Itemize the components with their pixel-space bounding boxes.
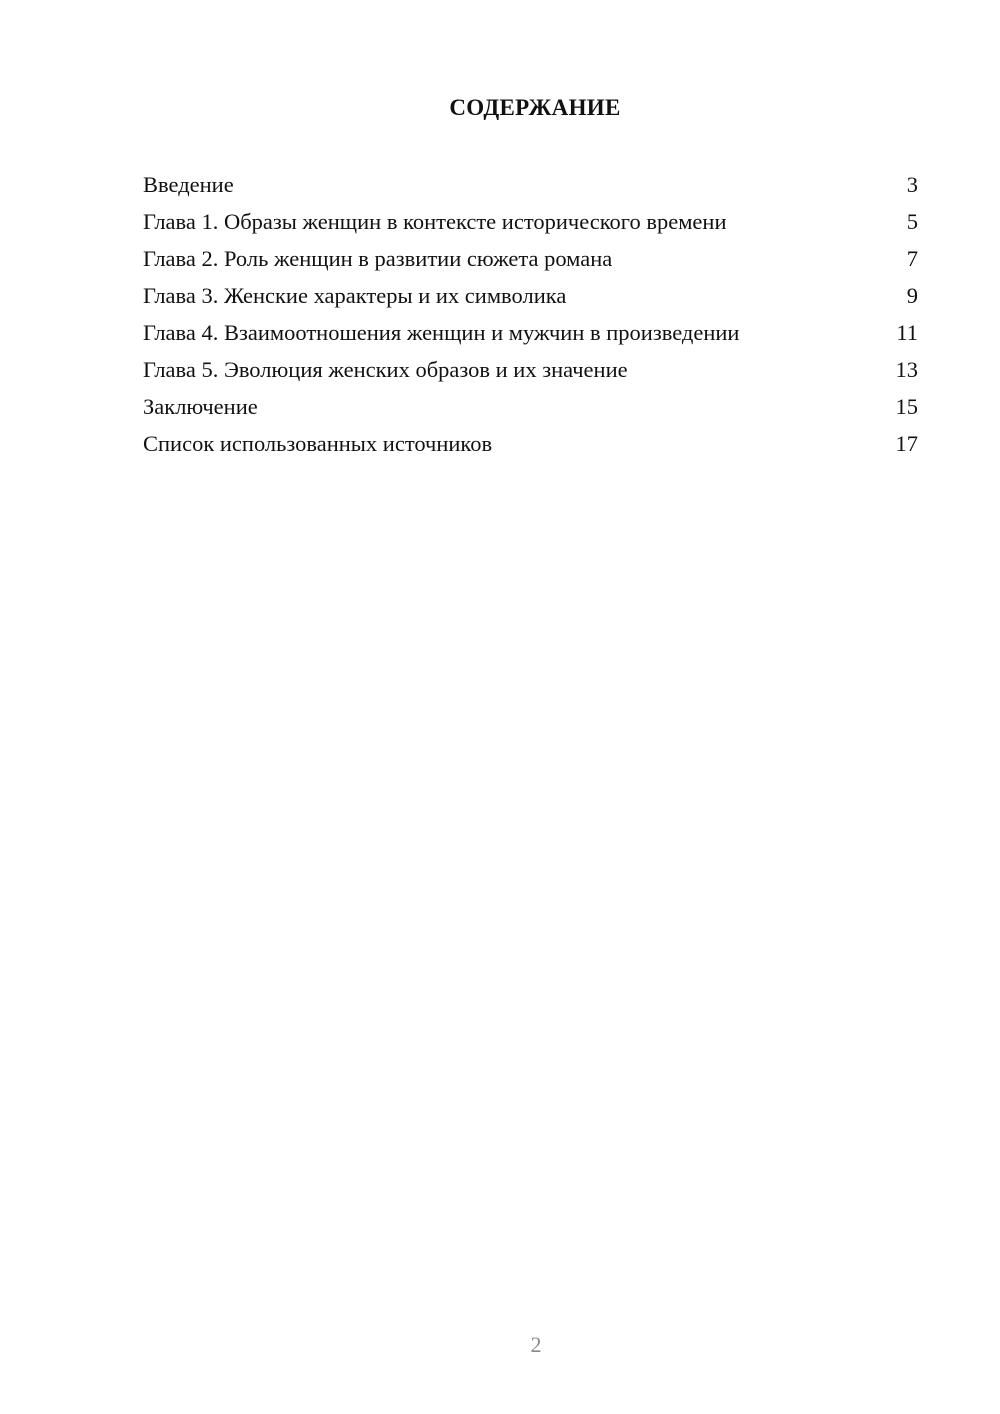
page-title: СОДЕРЖАНИЕ: [449, 95, 621, 120]
toc-entry-page-number: 13: [895, 357, 918, 382]
toc-entry-text: Введение: [143, 172, 234, 197]
toc-entry-text: Глава 5. Эволюция женских образов и их значение: [143, 357, 628, 382]
toc-entry-page-number: 3: [906, 172, 918, 197]
toc-entry-page-number: 15: [895, 394, 918, 419]
toc-entry-references[interactable]: [143, 427, 918, 464]
toc-entry-conclusion[interactable]: [143, 390, 918, 427]
toc-entry-text: Глава 4. Взаимоотношения женщин и мужчин в произведении: [143, 320, 740, 345]
toc-entry-page-number: 5: [906, 209, 918, 234]
page-number: 2: [530, 1332, 542, 1357]
toc-entry-chapter-5[interactable]: [143, 353, 918, 390]
toc-entry-text: Глава 2. Роль женщин в развитии сюжета романа: [143, 246, 613, 271]
toc-entry-text: Глава 3. Женские характеры и их символика: [143, 283, 567, 308]
toc-entry-text: Список использованных источников: [143, 431, 493, 456]
toc-entry-page-number: 17: [895, 431, 918, 456]
toc-entry-text: Заключение: [143, 394, 258, 419]
toc-entry-text: Глава 1. Образы женщин в контексте исторического времени: [143, 209, 727, 234]
toc-entry-page-number: 9: [906, 283, 918, 308]
toc-entry-introduction[interactable]: [143, 168, 918, 205]
table-of-contents: [143, 168, 918, 464]
toc-entry-chapter-1[interactable]: [143, 205, 918, 242]
toc-entry-chapter-4[interactable]: [143, 316, 918, 353]
toc-entry-page-number: 11: [896, 320, 918, 345]
toc-entry-chapter-2[interactable]: [143, 242, 918, 279]
toc-entry-page-number: 7: [906, 246, 918, 271]
toc-entry-chapter-3[interactable]: [143, 279, 918, 316]
